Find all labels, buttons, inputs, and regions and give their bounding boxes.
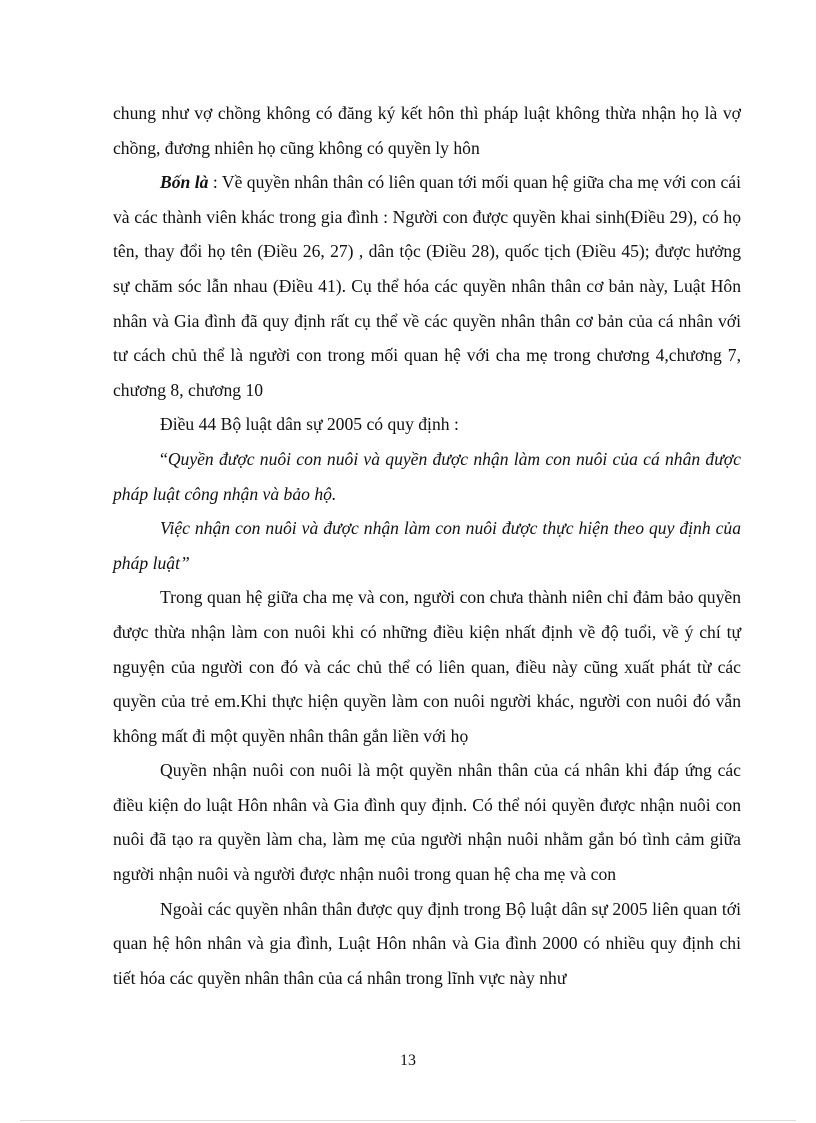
paragraph-8-text: Ngoài các quyền nhân thân được quy định trong Bộ luật dân sự 2005 liên quan tới quan hệ hôn nhân và gia đình, Luật Hôn nhân và Gia đình 2000 có nhiều quy định chi tiết hóa các quyền nhân thân của cá nhân trong lĩnh vực này như	[113, 898, 741, 988]
paragraph-6-text: Trong quan hệ giữa cha mẹ và con, người con chưa thành niên chỉ đảm bảo quyền được thừa nhận làm con nuôi khi có những điều kiện nhất định về độ tuổi, về ý chí tự nguyện của người con đó và các chủ thể có liên quan, điều này cũng xuất phát từ các quyền của trẻ em.Khi thực hiện quyền làm con nuôi người khác, người con nuôi đó vẫn không mất đi một quyền nhân thân gắn liền với họ	[113, 587, 741, 746]
paragraph-8	[113, 892, 741, 996]
quote-paragraph-2	[113, 511, 741, 580]
quote-paragraph-1-text: Quyền được nuôi con nuôi và quyền được nhận làm con nuôi của cá nhân được pháp luật công nhận và bảo hộ.	[113, 448, 741, 504]
paragraph-7	[113, 753, 741, 891]
quote-paragraph-2-text: Việc nhận con nuôi và được nhận làm con nuôi được thực hiện theo quy định của pháp luật”	[113, 518, 741, 573]
paragraph-7-text: Quyền nhận nuôi con nuôi là một quyền nhân thân của cá nhân khi đáp ứng các điều kiện do luật Hôn nhân và Gia đình quy định. Có thể nói quyền được nhận nuôi con nuôi đã tạo ra quyền làm cha, làm mẹ của người nhận nuôi nhằm gắn bó tình cảm giữa người nhận nuôi và người được nhận nuôi trong quan hệ cha mẹ và con	[113, 760, 741, 885]
paragraph-3	[113, 407, 741, 442]
paragraph-1	[113, 96, 741, 165]
body-text	[113, 96, 741, 995]
paragraph-1-text: chung như vợ chồng không có đăng ký kết hôn thì pháp luật không thừa nhận họ là vợ chồng, đương nhiên họ cũng không có quyền ly hôn	[113, 103, 741, 158]
paragraph-2-lead: Bốn là	[160, 172, 209, 193]
paragraph-2-text: : Về quyền nhân thân có liên quan tới mối quan hệ giữa cha mẹ với con cái và các thành viên khác trong gia đình : Người con được quyền khai sinh(Điều 29), có họ tên, thay đổi họ tên (Điều 26, 27) , dân tộc (Điều 28), quốc tịch (Điều 45); được hưởng sự chăm sóc lẫn nhau (Điều 41). Cụ thể hóa các quyền nhân thân cơ bản này, Luật Hôn nhân và Gia đình đã quy định rất cụ thể về các quyền nhân thân cơ bản của cá nhân với tư cách chủ thể là người con trong mối quan hệ với cha mẹ trong chương 4,chương 7, chương 8, chương 10	[113, 172, 741, 400]
page-bottom-divider	[20, 1120, 796, 1121]
quote-open-mark: “	[160, 448, 168, 469]
quote-paragraph-1	[113, 442, 741, 511]
page-number: 13	[400, 1052, 416, 1069]
paragraph-2	[113, 165, 741, 407]
paragraph-6	[113, 580, 741, 753]
paragraph-3-text: Điều 44 Bộ luật dân sự 2005 có quy định :	[160, 414, 459, 435]
